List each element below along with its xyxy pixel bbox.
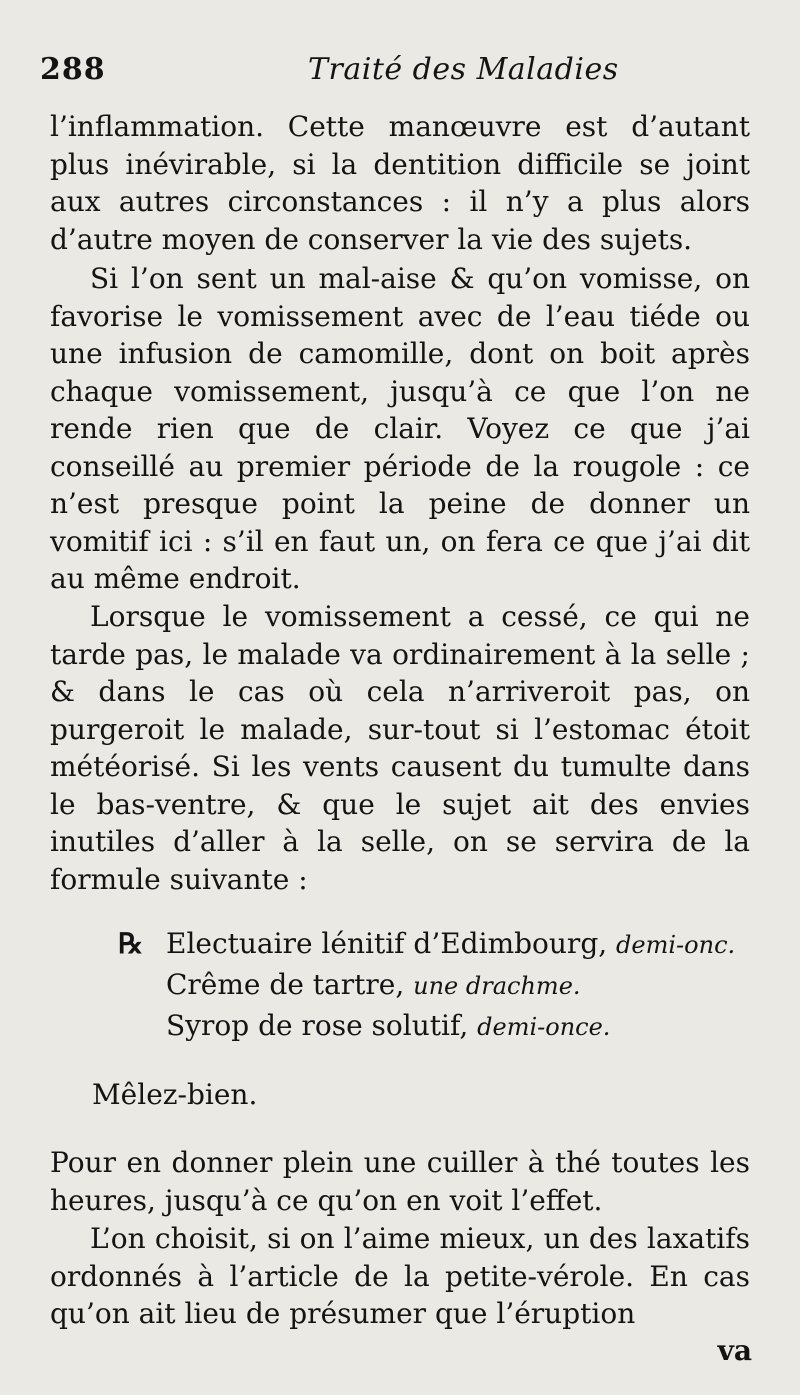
- prescription-block: [118, 924, 758, 1047]
- page-number: 288: [40, 52, 106, 87]
- prescription-quantity: demi-onc.: [616, 931, 736, 959]
- prescription-line: [118, 924, 758, 965]
- paragraph-laxatives: L’on choisit, si on l’aime mieux, un des laxatifs ordonnés à l’article de la petite-vérole. En cas qu’on ait lieu de présumer que l’éruption: [50, 1222, 750, 1330]
- prescription-ingredient: Syrop de rose solutif,: [166, 1009, 469, 1042]
- prescription-line: [118, 965, 758, 1006]
- paragraph-vomiting: Si l’on sent un mal-aise & qu’on vomisse, on favorise le vomissement avec de l’eau tiéde ou une infusion de camomille, dont on boit après chaque vomissement, jusqu’à ce que l’on ne rende rien que de clair. Voyez ce que j’ai conseillé au premier période de la rougole : ce n’est presque point la peine de donner un vomitif ici : s’il en faut un, on fera ce que j’ai dit au même endroit.: [50, 262, 750, 595]
- paragraph-dosage: Pour en donner plein une cuiller à thé toutes les heures, jusqu’à ce qu’on en voit l’effet.: [50, 1146, 750, 1217]
- recipe-symbol: ℞: [118, 927, 144, 960]
- prescription-ingredient: Electuaire lénitif d’Edimbourg,: [166, 927, 608, 960]
- catchword: va: [717, 1334, 752, 1367]
- page-header: [40, 52, 760, 98]
- running-title: Traité des Maladies: [308, 52, 619, 87]
- paragraph-inflammation: l’inflammation. Cette manœuvre est d’autant plus inévirable, si la dentition difficile se joint aux autres circonstances : il n’y a plus alors d’autre moyen de conserver la vie des sujets.: [50, 110, 750, 256]
- mixing-instruction: Mêlez-bien.: [92, 1078, 258, 1111]
- paragraph-purging: Lorsque le vomissement a cessé, ce qui ne tarde pas, le malade va ordinairement à la selle ; & dans le cas où cela n’arriveroit pas, on purgeroit le malade, sur-tout si l’estomac étoit météorisé. Si les vents causent du tumulte dans le bas-ventre, & que le sujet ait des envies inutiles d’aller à la selle, on se servira de la formule suivante :: [50, 600, 750, 896]
- prescription-ingredient: Crême de tartre,: [166, 968, 405, 1001]
- prescription-quantity: demi-once.: [477, 1013, 611, 1041]
- prescription-line: [118, 1006, 758, 1047]
- prescription-quantity: une drachme.: [413, 972, 581, 1000]
